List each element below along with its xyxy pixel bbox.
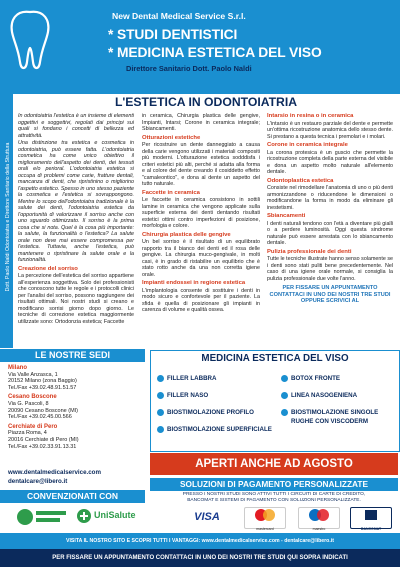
col2-heading-faccette: Faccette in ceramica <box>142 189 200 196</box>
bancomat-logo <box>350 507 392 529</box>
col2-heading-chirurgia: Chirurgia plastica delle gengive <box>142 231 231 238</box>
mastercard-logo <box>244 507 286 529</box>
col3-corone-text: La corona protesica è un guscio che permette la ricostruzione completa della parte esterna del visibile e dona un aspetto molto naturale all'elemento dentale. <box>267 149 393 175</box>
header-title-medicina: * MEDICINA ESTETICA DEL VISO <box>108 45 322 60</box>
col3-heading-sbiancamenti: Sbiancamenti <box>267 213 306 219</box>
col1-body: Una distinzione tra estetica e cosmetica in odontoiatria, può essere fatta. L'odontoiatria cosmetica ha come unico obiettivo il miglioramento dell'aspetto dei denti, dei tessuti orali e/o perioral. L'odontoiatria estetica si occupa di problemi come carie, fratture dentali, mancanza di denti, che ripristinino o migliorino l'aspetto estetico. Spesso in uno stesso paziente la cosmetica e l'estetica si sovrappongono. Mentre lo scopo dell'odontoiatra tradizionale è la salute dei denti, l'odontoiatria estetica da l'opportunità di valorizzare il sorriso anche con uno sguardo ottimizzato. Il sorriso è la prima cosa che si nota. Quel è la cosa più importante: la salute, la funzionalità o l'estetica? La salute orale non deve mai essere compromessa per l'estetica. Tuttavia, anche l'estetica, può mantenere o ripristinare la salute orale e la funzionalità. <box>18 140 134 263</box>
soluzioni-text <box>152 492 396 504</box>
contact-links <box>8 468 101 486</box>
sede-name: Cerchiate di Pero <box>8 423 58 430</box>
article-column-1 <box>18 113 134 326</box>
bullet-icon <box>157 392 164 399</box>
bullet-icon <box>157 409 164 416</box>
col3-heading-corone: Corone in ceramica integrale <box>267 142 348 148</box>
mastercard-label: mastercard <box>256 527 274 531</box>
sedi-list <box>8 365 148 453</box>
side-stripe-text: Dott. Paolo Naldi Odontoiatra e Direttore Sanitario della Struttura <box>5 142 11 292</box>
footer-visit-line[interactable]: VISITA IL NOSTRO SITO E SCOPRI TUTTI I VANTAGGI: www.dentalmedicalservice.com - dentalcare@libero.it <box>0 533 400 549</box>
treatment-item-cont: RUGHE CON VISCODERM <box>291 418 369 425</box>
bullet-icon <box>157 375 164 382</box>
website-link[interactable]: www.dentalmedicalservice.com <box>8 469 101 476</box>
sede-item <box>8 424 148 450</box>
unisalute-name: UniSalute <box>94 510 136 520</box>
footer-appointment-line: PER FISSARE UN APPUNTAMENTO CONTATTACI IN UNO DEI NOSTRI TRE STUDI QUI SOPRA INDICATI <box>0 549 400 567</box>
sede-address: Piazza Roma, 4 <box>8 430 47 437</box>
sede-city: 20016 Cerchiate di Pero (MI) <box>8 436 79 443</box>
col2-chirurgia-text: Un bel sorriso è il risultato di un equilibrato rapporto tra il bianco dei denti ed il rosa delle gengive. La chirurgia muco-gengivale, in molti casi, è in grado di ristabilire un equilibrio che è stato rotto anche da una non corretta igiene orale. <box>142 239 260 278</box>
sede-name: Cesano Boscone <box>8 394 57 401</box>
col2-impianti-text: L'implantologia consente di sostituire i denti in modo sicuro e confortevole per il paziente. La sfida è quella di posizionare gli impianti in carenza di volume e qualità ossea. <box>142 287 260 313</box>
company-name: New Dental Medical Service S.r.l. <box>112 11 246 21</box>
bullet-icon <box>281 375 288 382</box>
sede-name: Milano <box>8 365 27 371</box>
col3-heading-intarsio: Intarsio in resina o in ceramica <box>267 113 354 119</box>
bullet-icon <box>157 426 164 433</box>
maestro-label: maestro <box>312 527 326 531</box>
col1-sorriso-text: La percezione dell'estetica del sorriso appartiene all'esperienza soggettiva. Solo dei professionisti che conoscono tutte le regole e i protocolli clinici per l'analisi del sorriso, possono raggiungere dei risultati ottimali. Noi nostri studi si creano e modificano sorrisi giorno dopo giorno. Le tecniche di correzione estetica maggiormente utilizzate sono: Ortodonzia estetica; Faccette <box>18 273 134 325</box>
col3-heading-odontoplastica: Odontoplastica estetica <box>267 177 334 184</box>
side-stripe <box>0 94 13 348</box>
visa-logo: VISA <box>186 507 228 527</box>
maestro-logo <box>298 507 340 529</box>
soluzioni-text-line1: PRESSO I NOSTRI STUDI SONO ATTIVI TUTTI I CIRCUITI DI CARTE DI CREDITO, <box>182 492 366 497</box>
treatment-item: BIOSTIMOLAZIONE SINGOLE <box>281 409 378 416</box>
article-column-2 <box>142 113 260 315</box>
bancomat-label: BANCOMAT <box>360 527 382 531</box>
sede-address: Via Valle Anzasca, 1 <box>8 371 58 378</box>
sede-city: 20152 Milano (zona Baggio) <box>8 378 77 385</box>
sede-item <box>8 365 148 391</box>
col3-pulizia-text: Tutte le tecniche illustrate hanno senso solamente se i denti sono stati puliti bene precedentemente. Nel caso di una igiene orale normale, si consiglia la pulizia professionale due volte l'anno. <box>267 256 393 282</box>
bullet-icon <box>281 409 288 416</box>
col2-intro: in ceramica, Chirurgia plastica delle gengive, Impianti, Intarsi; Corone in ceramica integrale; Sbiancamenti. <box>142 113 260 132</box>
aperti-banner: APERTI ANCHE AD AGOSTO <box>150 453 398 475</box>
unisalute-logo-icon <box>76 508 92 524</box>
maestro-icon <box>299 508 339 522</box>
sede-phone[interactable]: Tel./Fax +39.02.48.91.51.57 <box>8 384 77 391</box>
col1-heading-sorriso: Creazione del sorriso <box>18 265 78 272</box>
convenzionati-heading: CONVENZIONATI CON <box>0 490 145 503</box>
col2-heading-impianti: Impianti endossei in regione estetica <box>142 280 246 286</box>
sede-phone[interactable]: Tel./Fax +39.02.33.91.13.31 <box>8 443 77 450</box>
col3-intarsio-text: L'intarsio è un restauro parziale del dente e permette un'ottima ricostruzione anatomica dello stesso dente. Si prestano a questa tecnica i premolari e i molari. <box>267 120 393 140</box>
director-line: Direttore Sanitario Dott. Paolo Naldi <box>126 64 252 73</box>
sede-item <box>8 394 148 420</box>
bullet-icon <box>281 392 288 399</box>
sede-phone[interactable]: Tel./Fax +39.02.45.00.566 <box>8 414 72 421</box>
mastercard-icon <box>245 508 285 522</box>
col2-heading-otturazioni: Otturazioni estetiche <box>142 134 201 141</box>
col2-faccette-text: Le faccette in ceramica consistono in sottili lamine in ceramica che vengono applicate sulla superficie esterna dei denti dentando risultati estetici ottimi contro imperfezioni di posizione, morfologia e colore. <box>142 197 260 229</box>
treatment-item: BIOSTIMOLAZIONE SUPERFICIALE <box>157 426 272 433</box>
partner-logo-1-icon <box>14 506 70 528</box>
treatment-item: BIOSTIMOLAZIONE PROFILO <box>157 409 254 416</box>
bancomat-icon <box>351 508 391 522</box>
treatment-item: FILLER NASO <box>157 392 208 399</box>
soluzioni-text-line2: BANCOMAT E SISTEMI DI PAGAMENTO CON SOLUZIONI PERSONALIZZATE. <box>187 498 361 503</box>
sede-address: Via G. Pascoli, 8 <box>8 400 49 407</box>
medicina-heading: MEDICINA ESTETICA DEL VISO <box>201 353 349 364</box>
col3-sbiancamenti-text: I denti naturali tendono con l'età a diventare più gialli o a perdere luminosità. Oggi questa sindrome naturale può essere arrestata con lo sbiancamento dentale. <box>267 220 393 246</box>
col3-odontoplastica-text: Consiste nel rimodellare l'anatomia di uno o più denti armonizzandone o riducendone le dimensioni o modificandone la forma in modo da eliminare gli inestetismi. <box>267 185 393 211</box>
sedi-heading: LE NOSTRE SEDI <box>0 349 145 362</box>
header-banner <box>0 0 400 94</box>
col2-otturazioni-text: Per ricostruire un dente danneggiato a causa della carie vengono utilizzati i materiali compositi più moderni. L'otturazione estetica sodddisfa i criteri estetici più alti, perché si adatta alla forma e al colore del dente creando il cosiddetto effetto "camaleontico", e dona al dente un aspetto del tutto naturale. <box>142 142 260 187</box>
sede-city: 20090 Cesano Boscone (MI) <box>8 407 79 414</box>
col1-intro: In odontoiatria l'estetica è un insieme di elementi oggettivi e soggettivi, regolati dai principi sui quali si fondano i concetti di bellezza ed attrattività. <box>18 113 134 139</box>
treatment-item: LINEA NASOGENIENA <box>281 392 357 399</box>
article-column-3 <box>267 113 393 306</box>
medicina-box <box>150 350 400 452</box>
col3-heading-pulizia: Pulizia professionale dei denti <box>267 248 352 255</box>
main-heading: L'ESTETICA IN ODONTOIATRIA <box>114 95 298 109</box>
soluzioni-heading: SOLUZIONI DI PAGAMENTO PERSONALIZZATE <box>150 478 398 491</box>
treatment-item: FILLER LABBRA <box>157 375 217 382</box>
col3-cta: PER FISSARE UN APPUNTAMENTO CONTATTACI IN UNO DEI NOSTRI TRE STUDI OPPURE SCRIVICI AL <box>269 285 391 304</box>
treatment-item: BOTOX FRONTE <box>281 375 340 382</box>
header-title-studi: * STUDI DENTISTICI <box>108 27 238 42</box>
tooth-logo-icon <box>6 8 54 72</box>
email-link[interactable]: dentalcare@libero.it <box>8 478 68 485</box>
